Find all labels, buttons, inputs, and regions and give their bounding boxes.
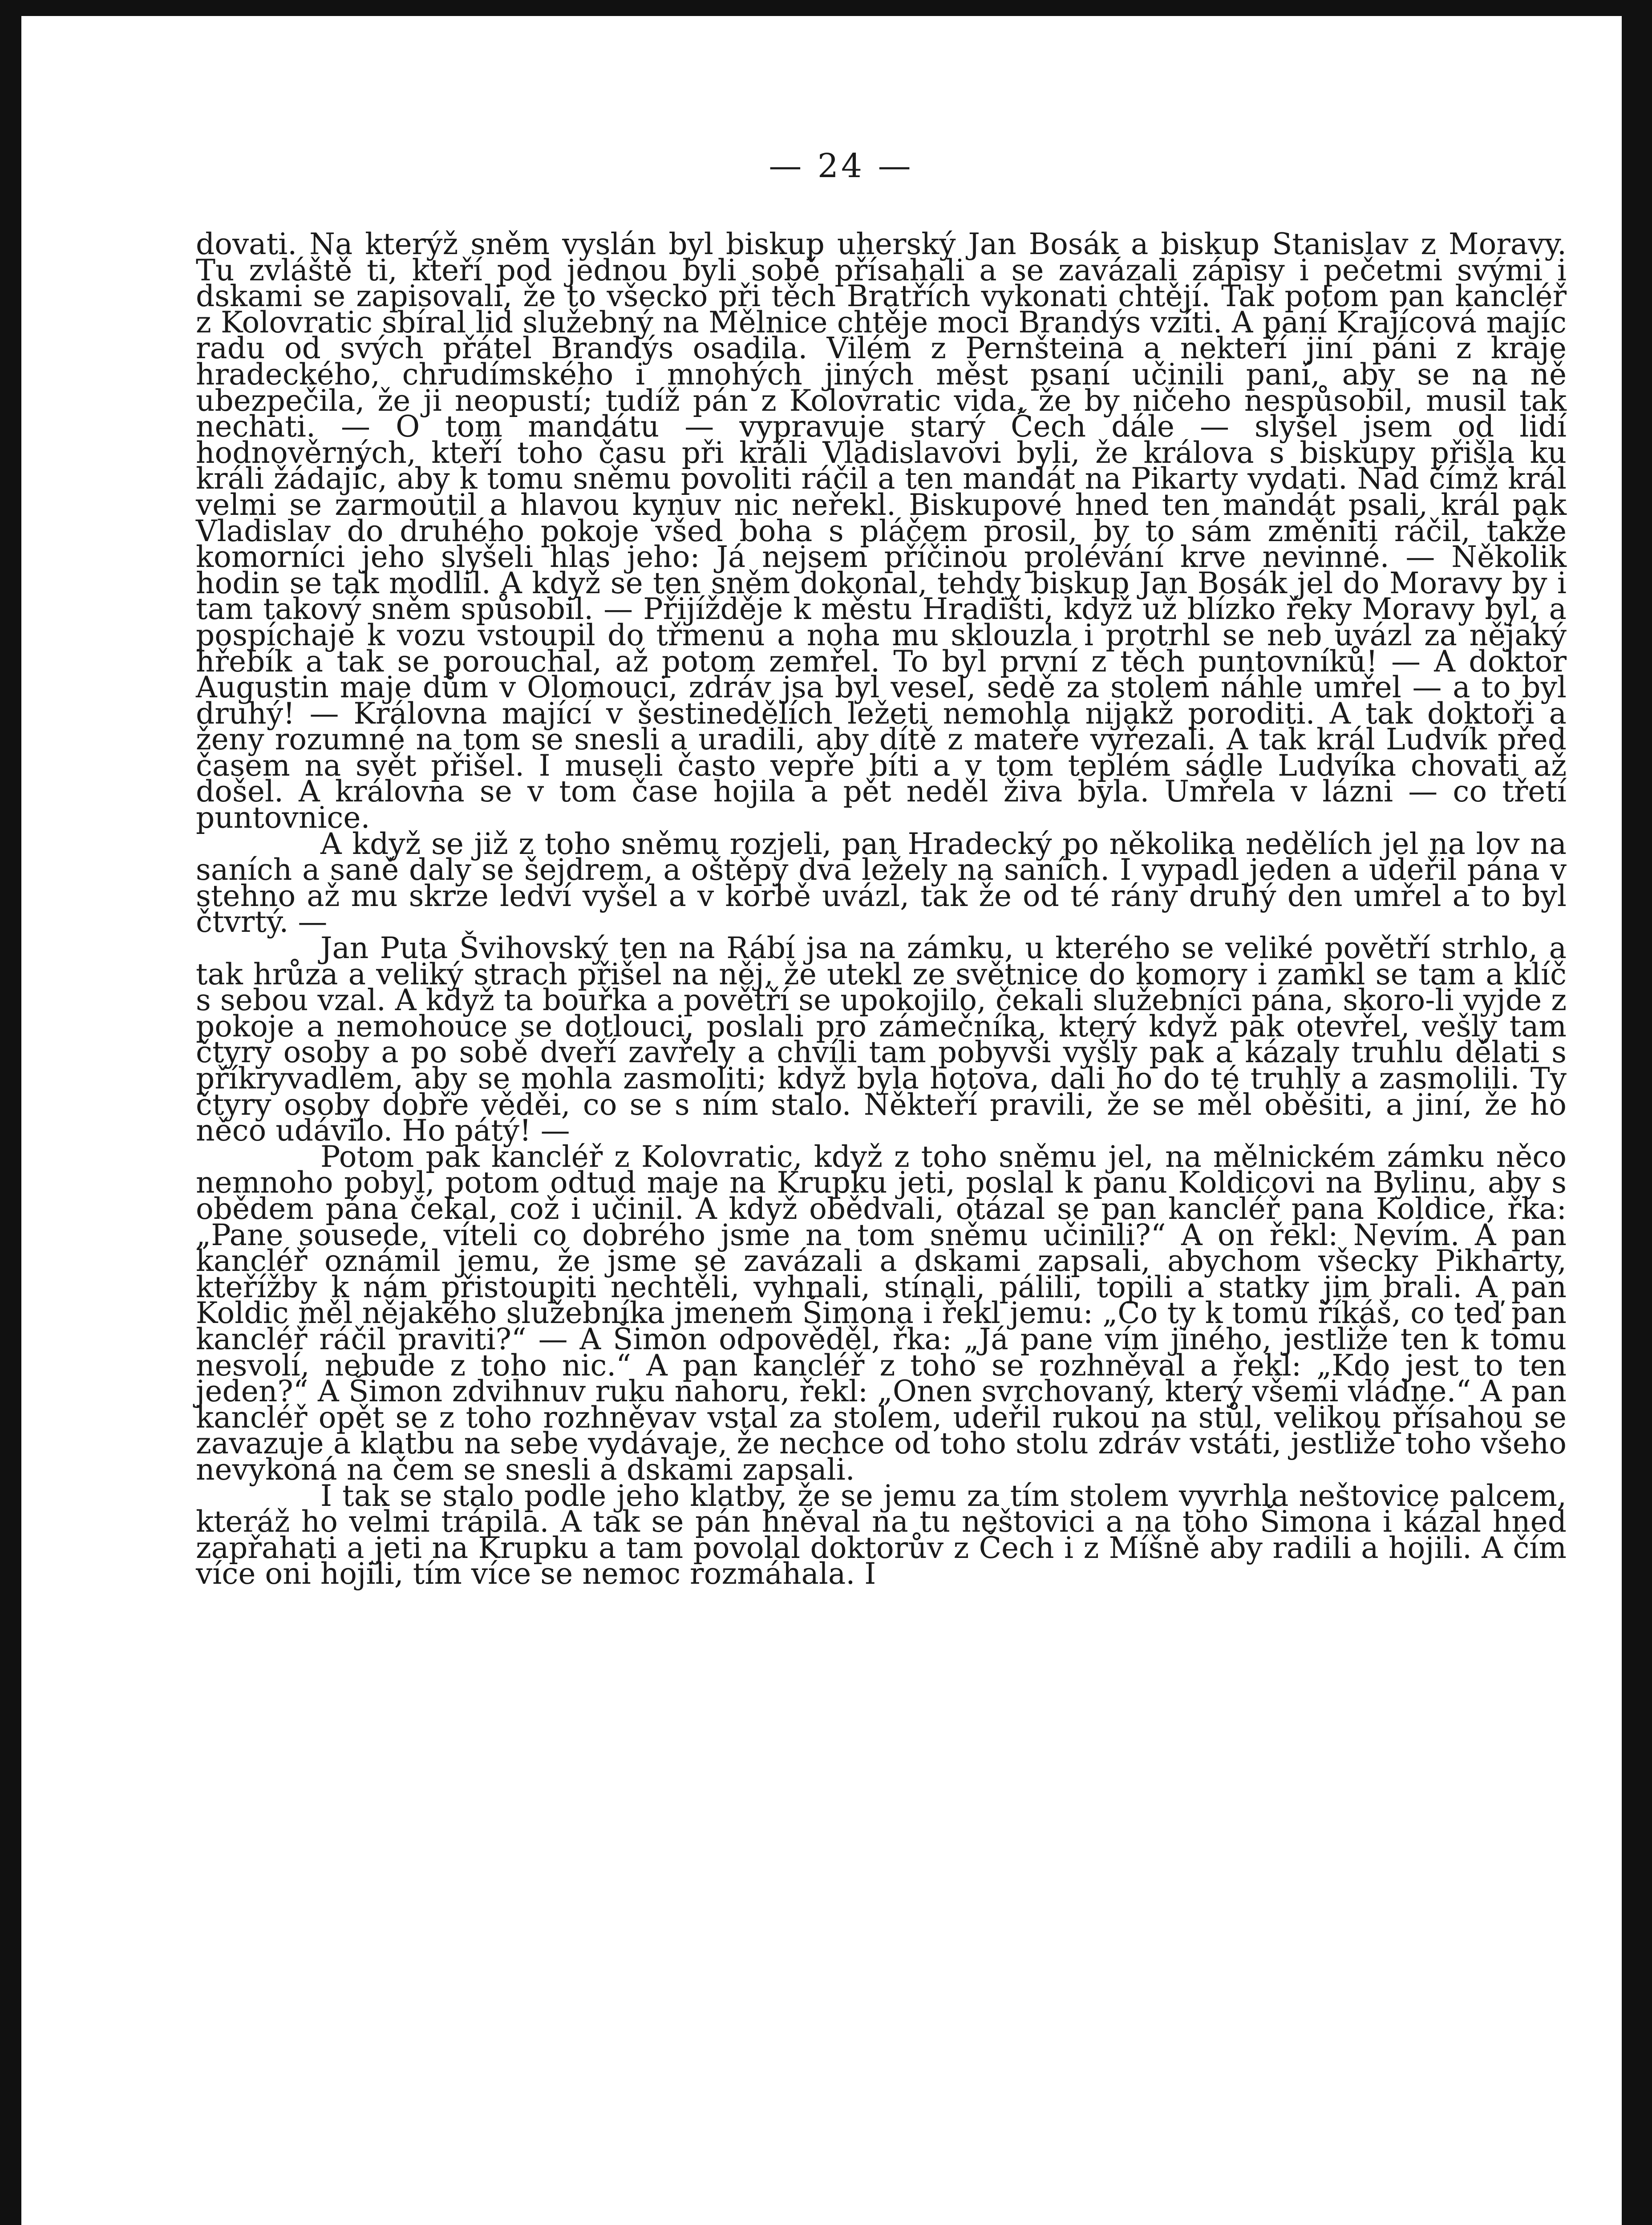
scan-border-top <box>0 0 1652 16</box>
page-number: — 24 — <box>769 147 914 185</box>
paragraph-1: dovati. Na kterýž sněm vyslán byl biskup uherský Jan Bosák a biskup Stanislav z Moravy. Tu zvláště ti, kteří pod jednou byli sobě přísahali a se zavázali zápisy i pečetmi svými i dskami se zapisovali, že to všecko při těch Bratřích vykonati chtějí. Tak potom pan kancléř z Kolovratic sbíral lid služebný na Mělnice chtěje moci Brandýs vzíti. A paní Krajícová majíc radu od svých přátel Brandýs osadila. Vilém z Pernšteina a nekteří jiní páni z kraje hradeckého, chrudímského i mnohých jiných měst psaní učinili paní, aby se na ně ubezpečila, že ji neopustí; tudíž pán z Kolovratic vida, že by ničeho nespůsobil, musil tak nechati. — O tom mandátu — vypravuje starý Čech dále — slyšel jsem od lidí hodnověrných, kteří toho času při králi Vladislavovi byli, že králova s biskupy přišla ku králi žádajíc, aby k tomu sněmu povoliti ráčil a ten mandát na Pikarty vydati. Nad čímž král velmi se zarmoutil a hlavou kynuv nic neřekl. Biskupové hned ten mandát psali, král pak Vladislav do druhého pokoje všed boha s pláčem prosil, by to sám změniti ráčil, takže komorníci jeho slyšeli hlas jeho: Já nejsem příčinou prolévání krve nevinné. — Několik hodin se tak modlil. A když se ten sněm dokonal, tehdy biskup Jan Bosák jel do Moravy by i tam takový sněm spůsobil. — Přijížděje k městu Hradišti, když už blízko řeky Moravy byl, a pospíchaje k vozu vstoupil do třmenu a noha mu sklouzla i protrhl se neb uvázl za nějaký hřebík a tak se porouchal, až potom zemřel. To byl první z těch puntovníků! — A doktor Augustin maje dům v Olomouci, zdráv jsa byl vesel, sedě za stolem náhle umřel — a to byl druhý! — Královna mající v šestinedělích ležeti nemohla nijakž poroditi. A tak doktoři a ženy rozumné na tom se snesli a uradili, aby dítě z mateře vyřezali. A tak král Ludvík před časem na svět přišel. I museli často vepře bíti a v tom teplém sádle Ludvíka chovati až došel. A královna se v tom čase hojila a pět neděl živa byla. Umřela v lázni — co třetí puntovnice. <box>196 227 1567 835</box>
scan-border-right <box>1622 0 1652 2225</box>
scan-border-left <box>0 0 21 2225</box>
paragraph-3: Jan Puta Švihovský ten na Rábí jsa na zámku, u kterého se veliké povětří strhlo, a tak hrůza a veliký strach přišel na něj, že utekl ze světnice do komory i zamkl se tam a klíč s sebou vzal. A když ta bouřka a povětří se upokojilo, čekali služebníci pána, skoro-li vyjde z pokoje a nemohouce se dotlouci, poslali pro zámečníka, který když pak otevřel, vešly tam čtyry osoby a po sobě dveří zavřely a chvíli tam pobyvši vyšly pak a kázaly truhlu dělati s příkryvadlem, aby se mohla zasmoliti; když byla hotova, dali ho do té truhly a zasmolili. Ty čtyry osoby dobře věděi, co se s ním stalo. Někteří pravili, že se měl oběsiti, a jiní, že ho něco udávilo. Ho pátý! — <box>196 931 1567 1148</box>
body-text <box>196 227 1567 1591</box>
paragraph-2: A když se již z toho sněmu rozjeli, pan Hradecký po několika nedělích jel na lov na saních a saně daly se šejdrem, a oštěpy dva ležely na saních. I vypadl jeden a udeřil pána v stehno až mu skrze ledví vyšel a v korbě uvázl, tak že od té rány druhý den umřel a to byl čtvrtý. — <box>196 826 1567 939</box>
paragraph-4: Potom pak kancléř z Kolovratic, když z toho sněmu jel, na mělnickém zámku něco nemnoho pobyl, potom odtud maje na Krupku jeti, poslal k panu Koldicovi na Bylinu, aby s obědem pána čekal, což i učinil. A když obědvali, otázal se pan kancléř pana Koldice, řka: „Pane sousede, víteli co dobrého jsme na tom sněmu učinili?“ A on řekl: Nevím. A pan kancléř oznámil jemu, že jsme se zavázali a dskami zapsali, abychom všecky Pikharty, kteřížby k nám přistoupiti nechtěli, vyhnali, stínali, pálili, topili a statky jim brali. A pan Koldic měl nějakého služebníka jmenem Šimona i řekl jemu: „Co ty k tomu říkáš, co teď pan kancléř ráčil praviti?“ — A Šimon odpověděl, řka: „Já pane vím jiného, jestliže ten k tomu nesvolí, nebude z toho nic.“ A pan kancléř z toho se rozhněval a řekl: „Kdo jest to ten jeden?“ A Šimon zdvihnuv ruku nahoru, řekl: „Onen svrchovaný, který všemi vládne.“ A pan kancléř opět se z toho rozhněvav vstal za stolem, udeřil rukou na stůl, velikou přísahou se zavazuje a klatbu na sebe vydávaje, že nechce od toho stolu zdráv vstáti, jestliže toho všeho nevykoná na čem se snesli a dskami zapsali. <box>196 1139 1567 1487</box>
paragraph-5: I tak se stalo podle jeho klatby, že se jemu za tím stolem vyvrhla neštovice palcem, kteráž ho velmi trápila. A tak se pán hněval na tu neštovici a na toho Šimona i kázal hned zapřahati a jeti na Krupku a tam povolal doktorův z Čech i z Míšně aby radili a hojili. A čím více oni hojili, tím více se nemoc rozmáhala. I <box>196 1478 1567 1591</box>
